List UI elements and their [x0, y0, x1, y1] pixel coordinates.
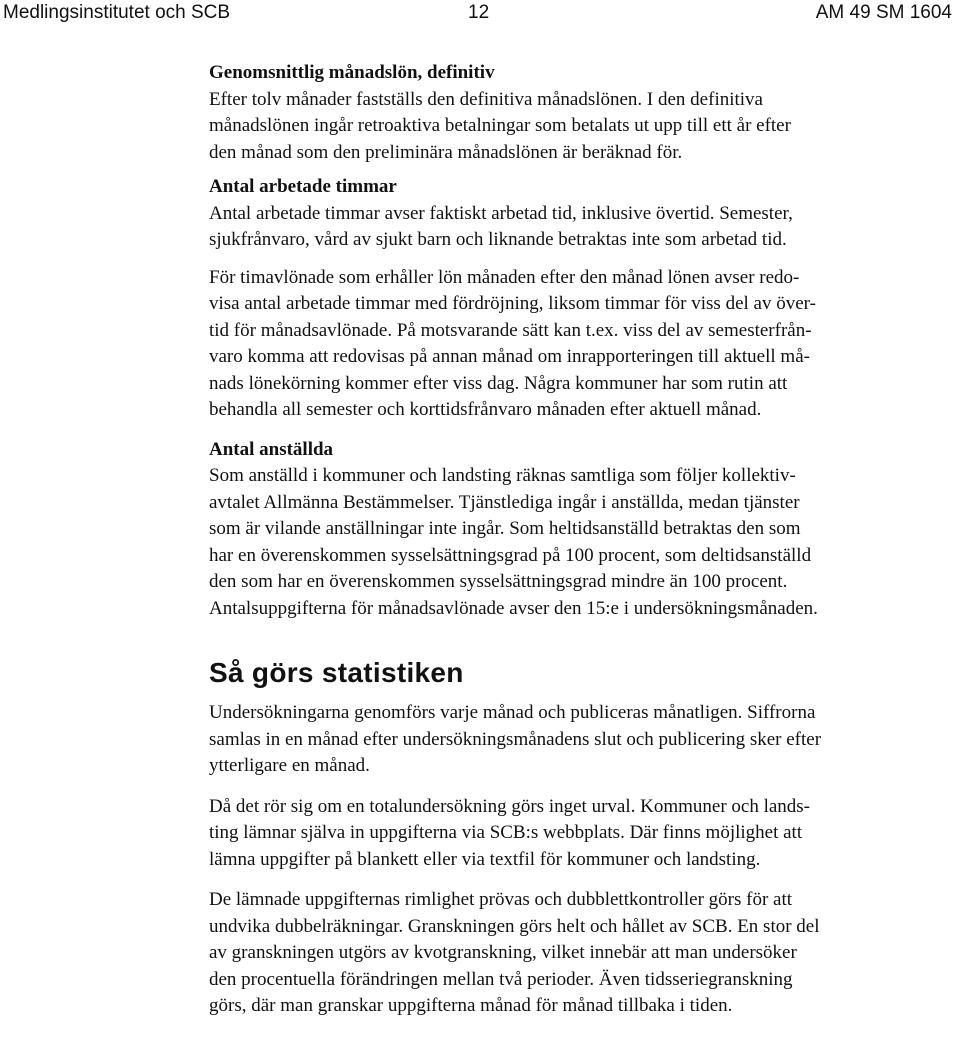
text-line: avtalet Allmänna Bestämmelser. Tjänstlediga ingår i anställda, medan tjänster [209, 491, 800, 513]
text-line: Som anställd i kommuner och landsting räknas samtliga som följer kollektiv- [209, 465, 796, 486]
paragraph [209, 794, 957, 874]
text-line: nads lönekörning kommer efter viss dag. Några kommuner har som rutin att [209, 372, 788, 394]
text-line: den som har en överenskommen sysselsättningsgrad mindre än 100 procent. [209, 571, 788, 592]
section-worked-hours [209, 174, 957, 424]
chapter-heading: Så görs statistiken [209, 657, 464, 688]
text-line: av granskningen utgörs av kvotgranskning, vilket innebär att man undersöker [209, 942, 797, 963]
text-line: Antal arbetade timmar avser faktiskt arbetad tid, inklusive övertid. Semester, [209, 202, 793, 224]
paragraph [209, 265, 957, 424]
text-line: lämna uppgifter på blankett eller via textfil för kommuner och landsting. [209, 848, 761, 870]
text-line: samlas in en månad efter undersökningsmånadens slut och publicering sker efter [209, 728, 822, 750]
text-line: Antalsuppgifterna för månadsavlönade avser den 15:e i undersökningsmånaden. [209, 597, 818, 619]
text-line: Efter tolv månader fastställs den definitiva månadslönen. I den definitiva [209, 88, 763, 110]
section-heading: Antal anställda [209, 438, 334, 460]
paragraph [209, 87, 957, 167]
paragraph [209, 887, 957, 1020]
section-methodology [209, 656, 957, 1020]
text-line: sjukfrånvaro, vård av sjukt barn och liknande betraktas inte som arbetad tid. [209, 229, 787, 250]
paragraph [209, 201, 957, 254]
text-line: görs, där man granskar uppgifterna månad för månad tillbaka i tiden. [209, 995, 733, 1016]
section-definitive-salary [209, 60, 957, 166]
document-body [209, 60, 957, 1020]
text-line: De lämnade uppgifternas rimlighet prövas och dubblettkontroller görs för att [209, 889, 793, 910]
page-number: 12 [468, 2, 490, 23]
text-line: För timavlönade som erhåller lön månaden efter den månad lönen avser redo- [209, 266, 800, 288]
text-line: ting lämnar själva in uppgifterna via SCB:s webbplats. Där finns möjlighet att [209, 822, 803, 843]
header-publisher: Medlingsinstitutet och SCB [3, 2, 231, 23]
text-line: behandla all semester och korttidsfrånvaro månaden efter aktuell månad. [209, 399, 762, 420]
paragraph [209, 463, 957, 622]
text-line: tid för månadsavlönade. På motsvarande sätt kan t.ex. viss del av semesterfrån- [209, 319, 812, 341]
text-line: har en överenskommen sysselsättningsgrad på 100 procent, som deltidsanställd [209, 544, 812, 566]
text-line: Undersökningarna genomförs varje månad och publiceras månatligen. Siffrorna [209, 702, 816, 723]
section-employees [209, 437, 957, 623]
text-line: ytterligare en månad. [209, 755, 370, 776]
text-line: som är vilande anställningar inte ingår. Som heltidsanställd betraktas den som [209, 518, 801, 539]
text-line: Då det rör sig om en totalundersökning görs inget urval. Kommuner och lands- [209, 795, 811, 817]
section-heading: Antal arbetade timmar [209, 176, 397, 197]
text-line: undvika dubbelräkningar. Granskningen görs helt och hållet av SCB. En stor del [209, 915, 820, 937]
report-code: AM 49 SM 1604 [815, 2, 952, 23]
text-line: varo komma att redovisas på annan månad om inrapporteringen till aktuell må- [209, 346, 810, 367]
text-line: den månad som den preliminära månadslönen är beräknad för. [209, 141, 683, 163]
section-heading: Genomsnittlig månadslön, definitiv [209, 62, 495, 83]
text-line: visa antal arbetade timmar med fördröjning, liksom timmar för viss del av över- [209, 293, 816, 314]
text-line: månadslönen ingår retroaktiva betalningar som betalats ut upp till ett år efter [209, 115, 791, 136]
page-header [0, 0, 960, 30]
paragraph [209, 700, 957, 780]
text-line: den procentuella förändringen mellan två perioder. Även tidsseriegranskning [209, 968, 793, 990]
